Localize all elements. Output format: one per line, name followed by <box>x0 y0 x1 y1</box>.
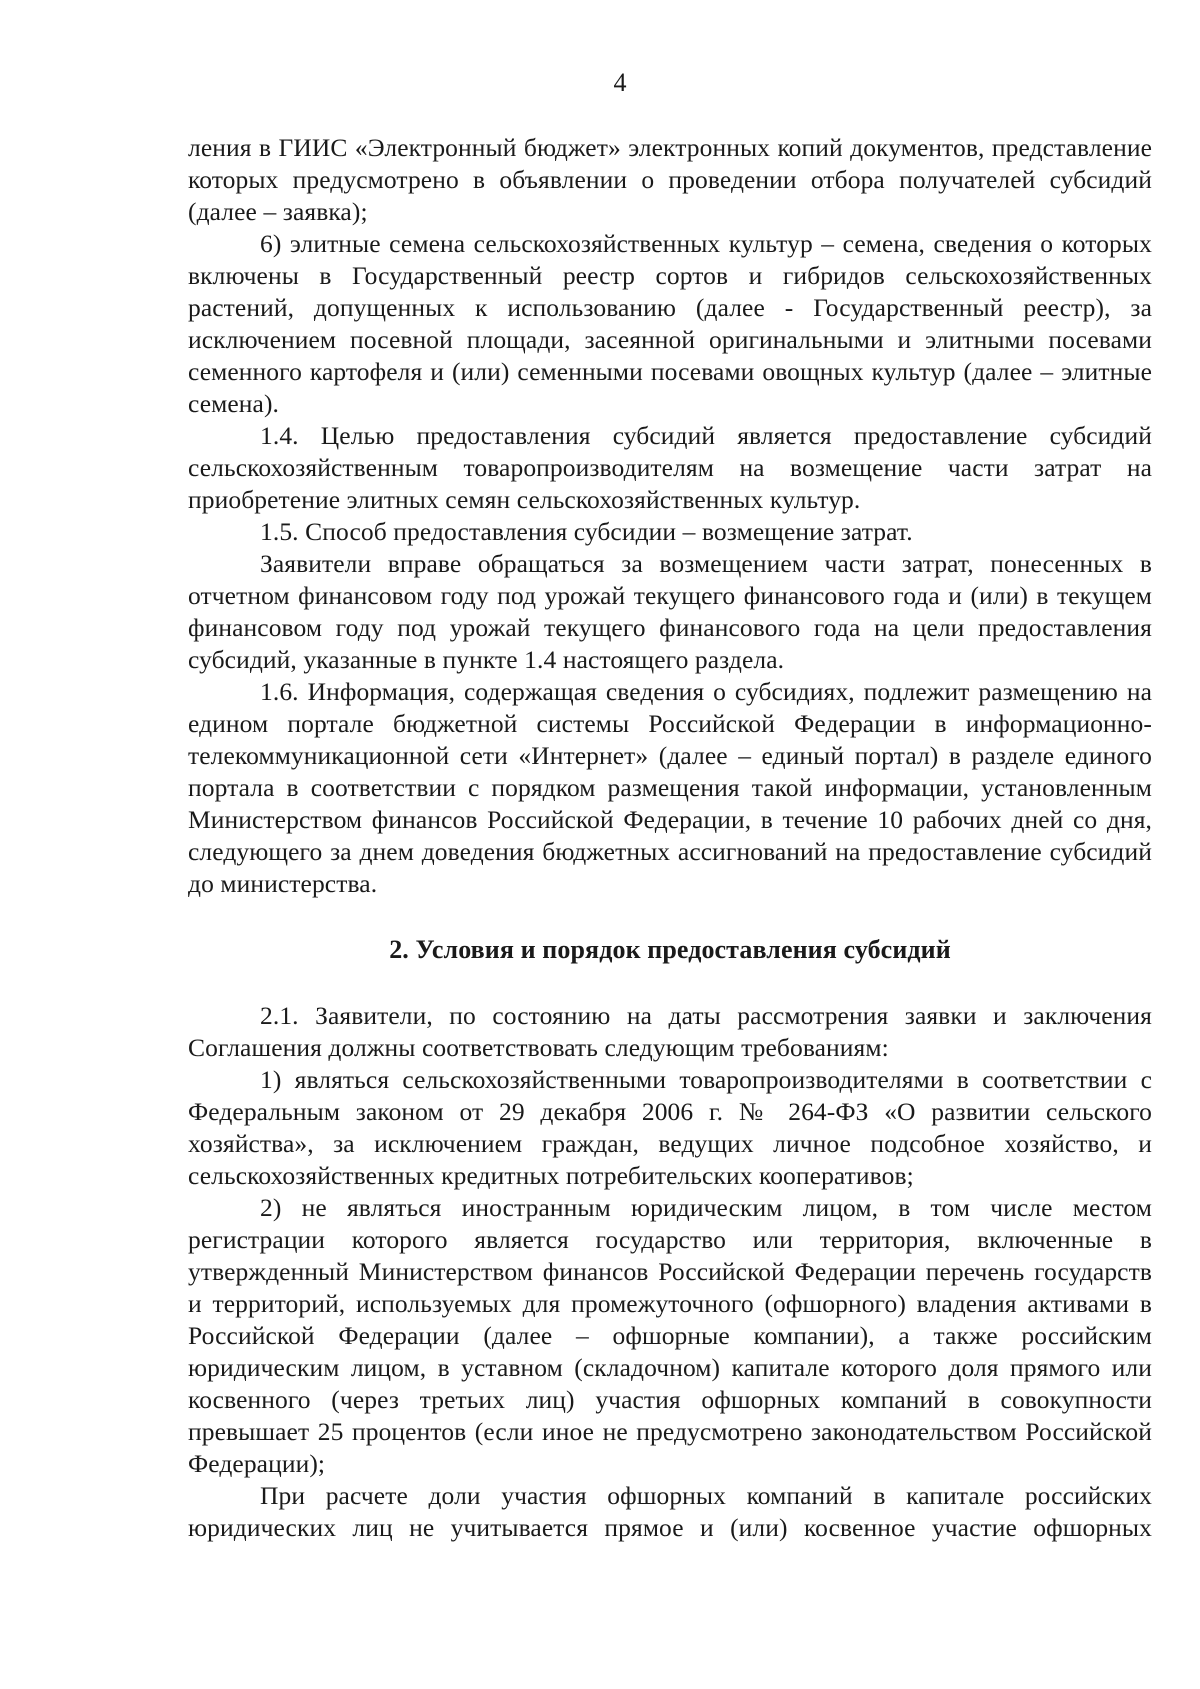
paragraph: 1.6. Информация, содержащая сведения о субсидиях, подлежит размещению на едином портале бюджетной системы Российской Федерации в информационно-телекоммуникационной сети «Интернет» (далее – единый портал) в разделе единого портала в соответствии с порядком размещения такой информации, установленным Министерством финансов Российской Федерации, в течение 10 рабочих дней со дня, следующего за днем доведения бюджетных ассигнований на предоставление субсидий до министерства. <box>188 677 1152 898</box>
paragraph: При расчете доли участия офшорных компаний в капитале российских юридических лиц не учитывается прямое и (или) косвенное участие офшорных <box>188 1481 1152 1542</box>
paragraph: Заявители вправе обращаться за возмещением части затрат, понесенных в отчетном финансовом году под урожай текущего финансового года и (или) в текущем финансовом году под урожай текущего финансового года на цели предоставления субсидий, указанные в пункте 1.4 настоящего раздела. <box>188 549 1152 674</box>
paragraph: 6) элитные семена сельскохозяйственных культур – семена, сведения о которых включены в Государственный реестр сортов и гибридов сельскохозяйственных растений, допущенных к использованию (далее - Государственный реестр), за исключением посевной площади, засеянной оригинальными и элитными посевами семенного картофеля и (или) семенными посевами овощных культур (далее – элитные семена). <box>188 229 1152 418</box>
paragraph: 1.4. Целью предоставления субсидий является предоставление субсидий сельскохозяйственным товаропроизводителям на возмещение части затрат на приобретение элитных семян сельскохозяйственных культур. <box>188 421 1152 514</box>
paragraph: ления в ГИИС «Электронный бюджет» электронных копий документов, представление которых предусмотрено в объявлении о проведении отбора получателей субсидий (далее – заявка); <box>188 133 1152 226</box>
document-body <box>188 132 1152 1544</box>
paragraph: 1) являться сельскохозяйственными товаропроизводителями в соответствии с Федеральным законом от 29 декабря 2006 г. № 264-ФЗ «О развитии сельского хозяйства», за исключением граждан, ведущих личное подсобное хозяйство, и сельскохозяйственных кредитных потребительских кооперативов; <box>188 1065 1152 1190</box>
paragraph: 1.5. Способ предоставления субсидии – возмещение затрат. <box>260 517 913 546</box>
section-heading: 2. Условия и порядок предоставления субсидий <box>389 935 951 964</box>
paragraph: 2) не являться иностранным юридическим лицом, в том числе местом регистрации которого является государство или территория, включенные в утвержденный Министерством финансов Российской Федерации перечень государств и территорий, используемых для промежуточного (офшорного) владения активами в Российской Федерации (далее – офшорные компании), а также российским юридическим лицом, в уставном (складочном) капитале которого доля прямого или косвенного (через третьих лиц) участия офшорных компаний в совокупности превышает 25 процентов (если иное не предусмотрено законодательством Российской Федерации); <box>188 1193 1152 1478</box>
paragraph: 2.1. Заявители, по состоянию на даты рассмотрения заявки и заключения Соглашения должны соответствовать следующим требованиям: <box>188 1001 1152 1062</box>
page-number: 4 <box>613 68 627 97</box>
